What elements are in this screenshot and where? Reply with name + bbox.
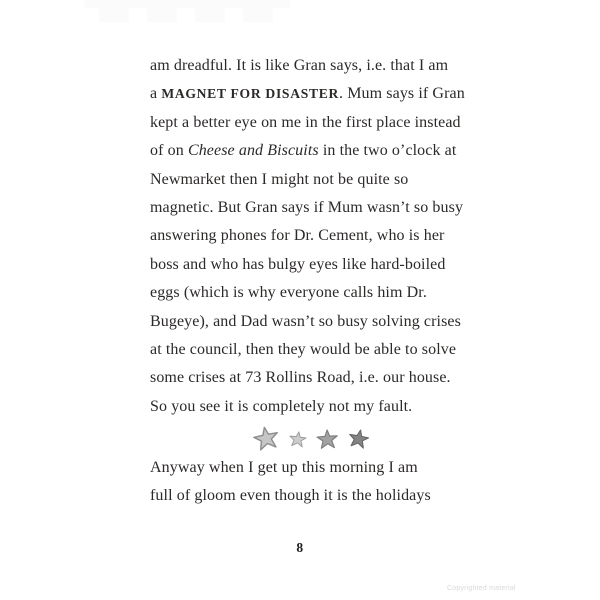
page-number: 8 (296, 540, 304, 555)
text-line: Anyway when I get up this morning I am (150, 458, 418, 476)
star-icon (315, 428, 339, 451)
ghost-illustration-block (147, 8, 177, 22)
ghost-illustration-block (99, 8, 129, 22)
star-divider (150, 424, 472, 452)
copyright-watermark: Copyrighted material (447, 585, 516, 592)
ghost-illustration-block (243, 8, 273, 22)
ghost-illustration-band (85, 0, 290, 8)
text-line: kept a better eye on me in the first place instead (150, 113, 461, 131)
ghost-illustration-block (195, 8, 225, 22)
star-icon (346, 428, 371, 452)
text-line: So you see it is completely not my fault. (150, 397, 413, 415)
text-line: boss and who has bulgy eyes like hard-boiled (150, 255, 446, 273)
text-line: eggs (which is why everyone calls him Dr. (150, 284, 427, 302)
text-line: some crises at 73 Rollins Road, i.e. our house. (150, 369, 451, 387)
star-icon (288, 430, 308, 449)
paragraph-1 (150, 52, 472, 421)
text-line: answering phones for Dr. Cement, who is her (150, 227, 445, 245)
text-line: magnetic. But Gran says if Mum wasn’t so busy (150, 199, 464, 217)
text-line: Bugeye), and Dad wasn’t so busy solving crises (150, 312, 461, 330)
paragraph-2 (150, 454, 472, 511)
text-line: full of gloom even though it is the holidays (150, 487, 431, 505)
text-line: a MAGNET FOR DISASTER. Mum says if Gran (150, 85, 465, 103)
text-line: of on Cheese and Biscuits in the two o’clock at (150, 142, 457, 160)
body-text (150, 52, 472, 510)
text-line: am dreadful. It is like Gran says, i.e. that I am (150, 57, 449, 74)
star-icon (250, 423, 282, 453)
text-line: at the council, then they would be able to solve (150, 341, 457, 359)
text-line: Newmarket then I might not be quite so (150, 170, 409, 188)
